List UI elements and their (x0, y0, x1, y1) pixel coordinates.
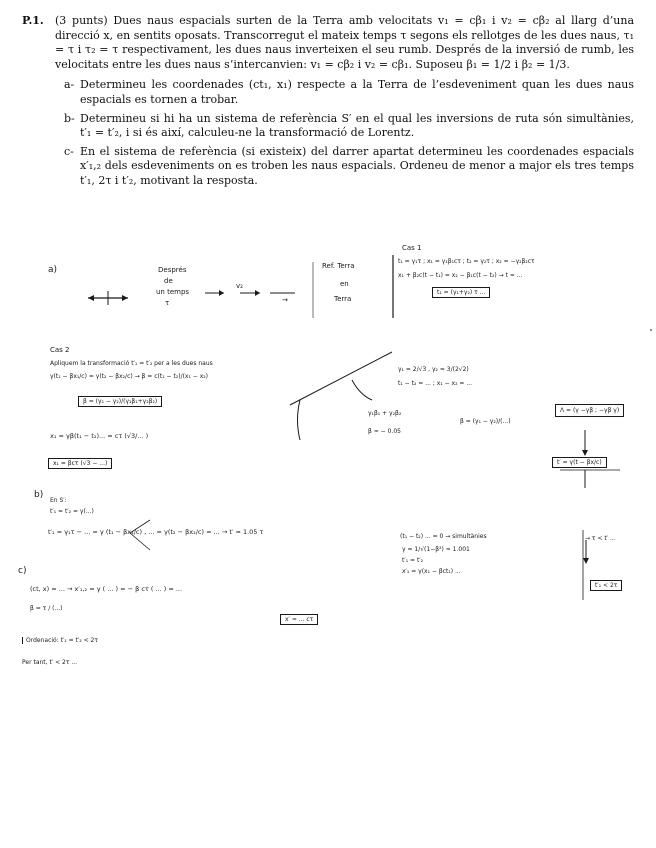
b-side-note: → τ < t′ ... (585, 535, 616, 542)
arrow-right-icon (219, 290, 224, 296)
arrow-down-icon (582, 450, 588, 456)
part-text: En el sistema de referència (si existeix) del darrer apartat determineu les coordenades espacials x′₁,₂ dels esdeveniments on es troben les naus espacials. Ordeneu de menor a major els tres temps t′₁, 2τ i t′₂, motivant la resposta. (80, 144, 634, 187)
problem-statement: (3 punts) Dues naus espacials surten de la Terra amb velocitats v₁ = cβ₁ i v₂ = cβ₂ al llarg d’una direcció x, en sentits oposats. Transcorregut el mateix temps τ segons els rellotges de les dues naus, τ₁ = τ i τ₂ = τ respectivament, les dues naus inverteixen el seu rumb. Després de la inversió de rumb, les velocitats entre les dues naus s’intercanvien: v₁ = cβ₂ i v₂ = cβ₁. Suposeu β₁ = 1/2 i β₂ = 1/3. (55, 14, 634, 71)
part-label: c- (64, 144, 74, 158)
eq-x1-box: x₁ = βcτ (√3 − ...) (48, 458, 112, 469)
connector-curve (352, 380, 372, 400)
b-right: x′₁ = γ(x₁ − βct₁) ... (402, 568, 461, 575)
c-note: Ordenació: t′₁ = t′₂ < 2τ (22, 637, 98, 644)
part-b-label: b) (34, 490, 44, 500)
b-right: (t₁ − t₂) ... = 0 → simultànies (400, 533, 487, 540)
cas1-result-box: t₁ = (γ₁+γ₂) τ ... (432, 287, 490, 298)
arrow-left-icon (88, 295, 94, 301)
b-line: En S′: (50, 497, 67, 504)
part-c-label: c) (18, 566, 27, 576)
sketch-text: de (164, 277, 173, 285)
arrow-right-icon (255, 290, 260, 296)
cas1-line: t₁ = γ₁τ ; x₁ = γ₁β₁cτ ; t₂ = γ₂τ ; x₂ = −γ₂β₂cτ (398, 258, 535, 265)
c-result-box: x′ ≈ ... cτ (280, 614, 318, 625)
b-line: t′₁ = t′₂ = γ(...) (50, 508, 94, 515)
cas2-line: Apliquem la transformació t′₁ = t′₂ per a les dues naus (50, 360, 213, 367)
part-text: Determineu si hi ha un sistema de referència S′ en el qual les inversions de ruta són simultànies, t′₁ = t′₂, i si és així, calculeu-ne la transformació de Lorentz. (80, 111, 634, 140)
sketch-text: τ (165, 299, 170, 307)
arrow-right-icon (122, 295, 128, 301)
c-fraction: β = τ / (...) (30, 605, 63, 612)
mid-fraction: γ₁β₁ + γ₂β₂ (368, 410, 402, 417)
problem-number: P.1. (22, 14, 44, 27)
part-text: Determineu les coordenades (ct₁, x₁) respecte a la Terra de l’esdeveniment quan les dues naus espacials es tornen a trobar. (80, 78, 634, 106)
b-right: γ = 1/√(1−β²) ≈ 1.001 (402, 546, 470, 553)
cas2-result-box: β = (γ₁ − γ₂)/(γ₁β₁+γ₂β₂) (78, 396, 162, 407)
c-note: Per tant, t′ < 2τ ... (22, 659, 78, 666)
part-label: b- (64, 111, 75, 125)
right-derivation: t₁ − t₂ = ... ; x₁ − x₂ = ... (398, 380, 473, 387)
cas2-line: γ(t₁ − βx₁/c) = γ(t₂ − βx₂/c) → β = c(t₁ − t₂)/(x₁ − x₂) (50, 373, 209, 380)
part-label: a- (64, 78, 75, 92)
cas1-line: x₁ + β₂c(t − t₁) = x₂ − β₁c(t − t₂) → t = ... (398, 272, 523, 279)
connector-line (290, 352, 392, 405)
sketch-text: Després (158, 266, 187, 274)
cas2-title: Cas 2 (50, 346, 70, 354)
arrow-down-icon (583, 558, 589, 564)
sketch-text: un temps (156, 288, 190, 296)
mid-equation: β = (γ₁ − γ₂)/(...) (460, 418, 511, 425)
sketch-text: → (282, 296, 288, 304)
ref-text: en (340, 280, 349, 288)
right-derivation: γ₁ = 2/√3 , γ₂ = 3/(2√2) (398, 366, 469, 373)
c-right-box: t′₁ < 2τ (590, 580, 622, 591)
bracket (298, 400, 301, 440)
b-right: t′₁ = t′₂ (402, 557, 424, 564)
matrix-box: Λ = (γ −γβ ; −γβ γ) (555, 404, 624, 417)
eq-x1: x₁ = γβ(t₁ − t₂)... = cτ (√3/... ) (50, 432, 149, 440)
mid-result: β ≈ − 0.05 (368, 428, 401, 435)
ref-text: Terra (334, 295, 352, 303)
c-line: (ct, x) = ... → x′₁,₂ = γ ( ... ) = − β cτ ( ... ) ≈ ... (30, 585, 183, 593)
cas1-title: Cas 1 (402, 244, 422, 252)
transform-box: t′ = γ(t − βx/c) (552, 457, 607, 468)
b-fraction-line: t′₁ = γ₁τ − ... = γ (t₁ − βx₁/c) , ... = γ(t₂ − βx₂/c) = ... → t′ ≈ 1.05 τ (48, 528, 264, 536)
part-a-label: a) (48, 265, 58, 275)
ref-title: Ref. Terra (322, 262, 355, 270)
sketch-text: v₂ (236, 282, 243, 290)
